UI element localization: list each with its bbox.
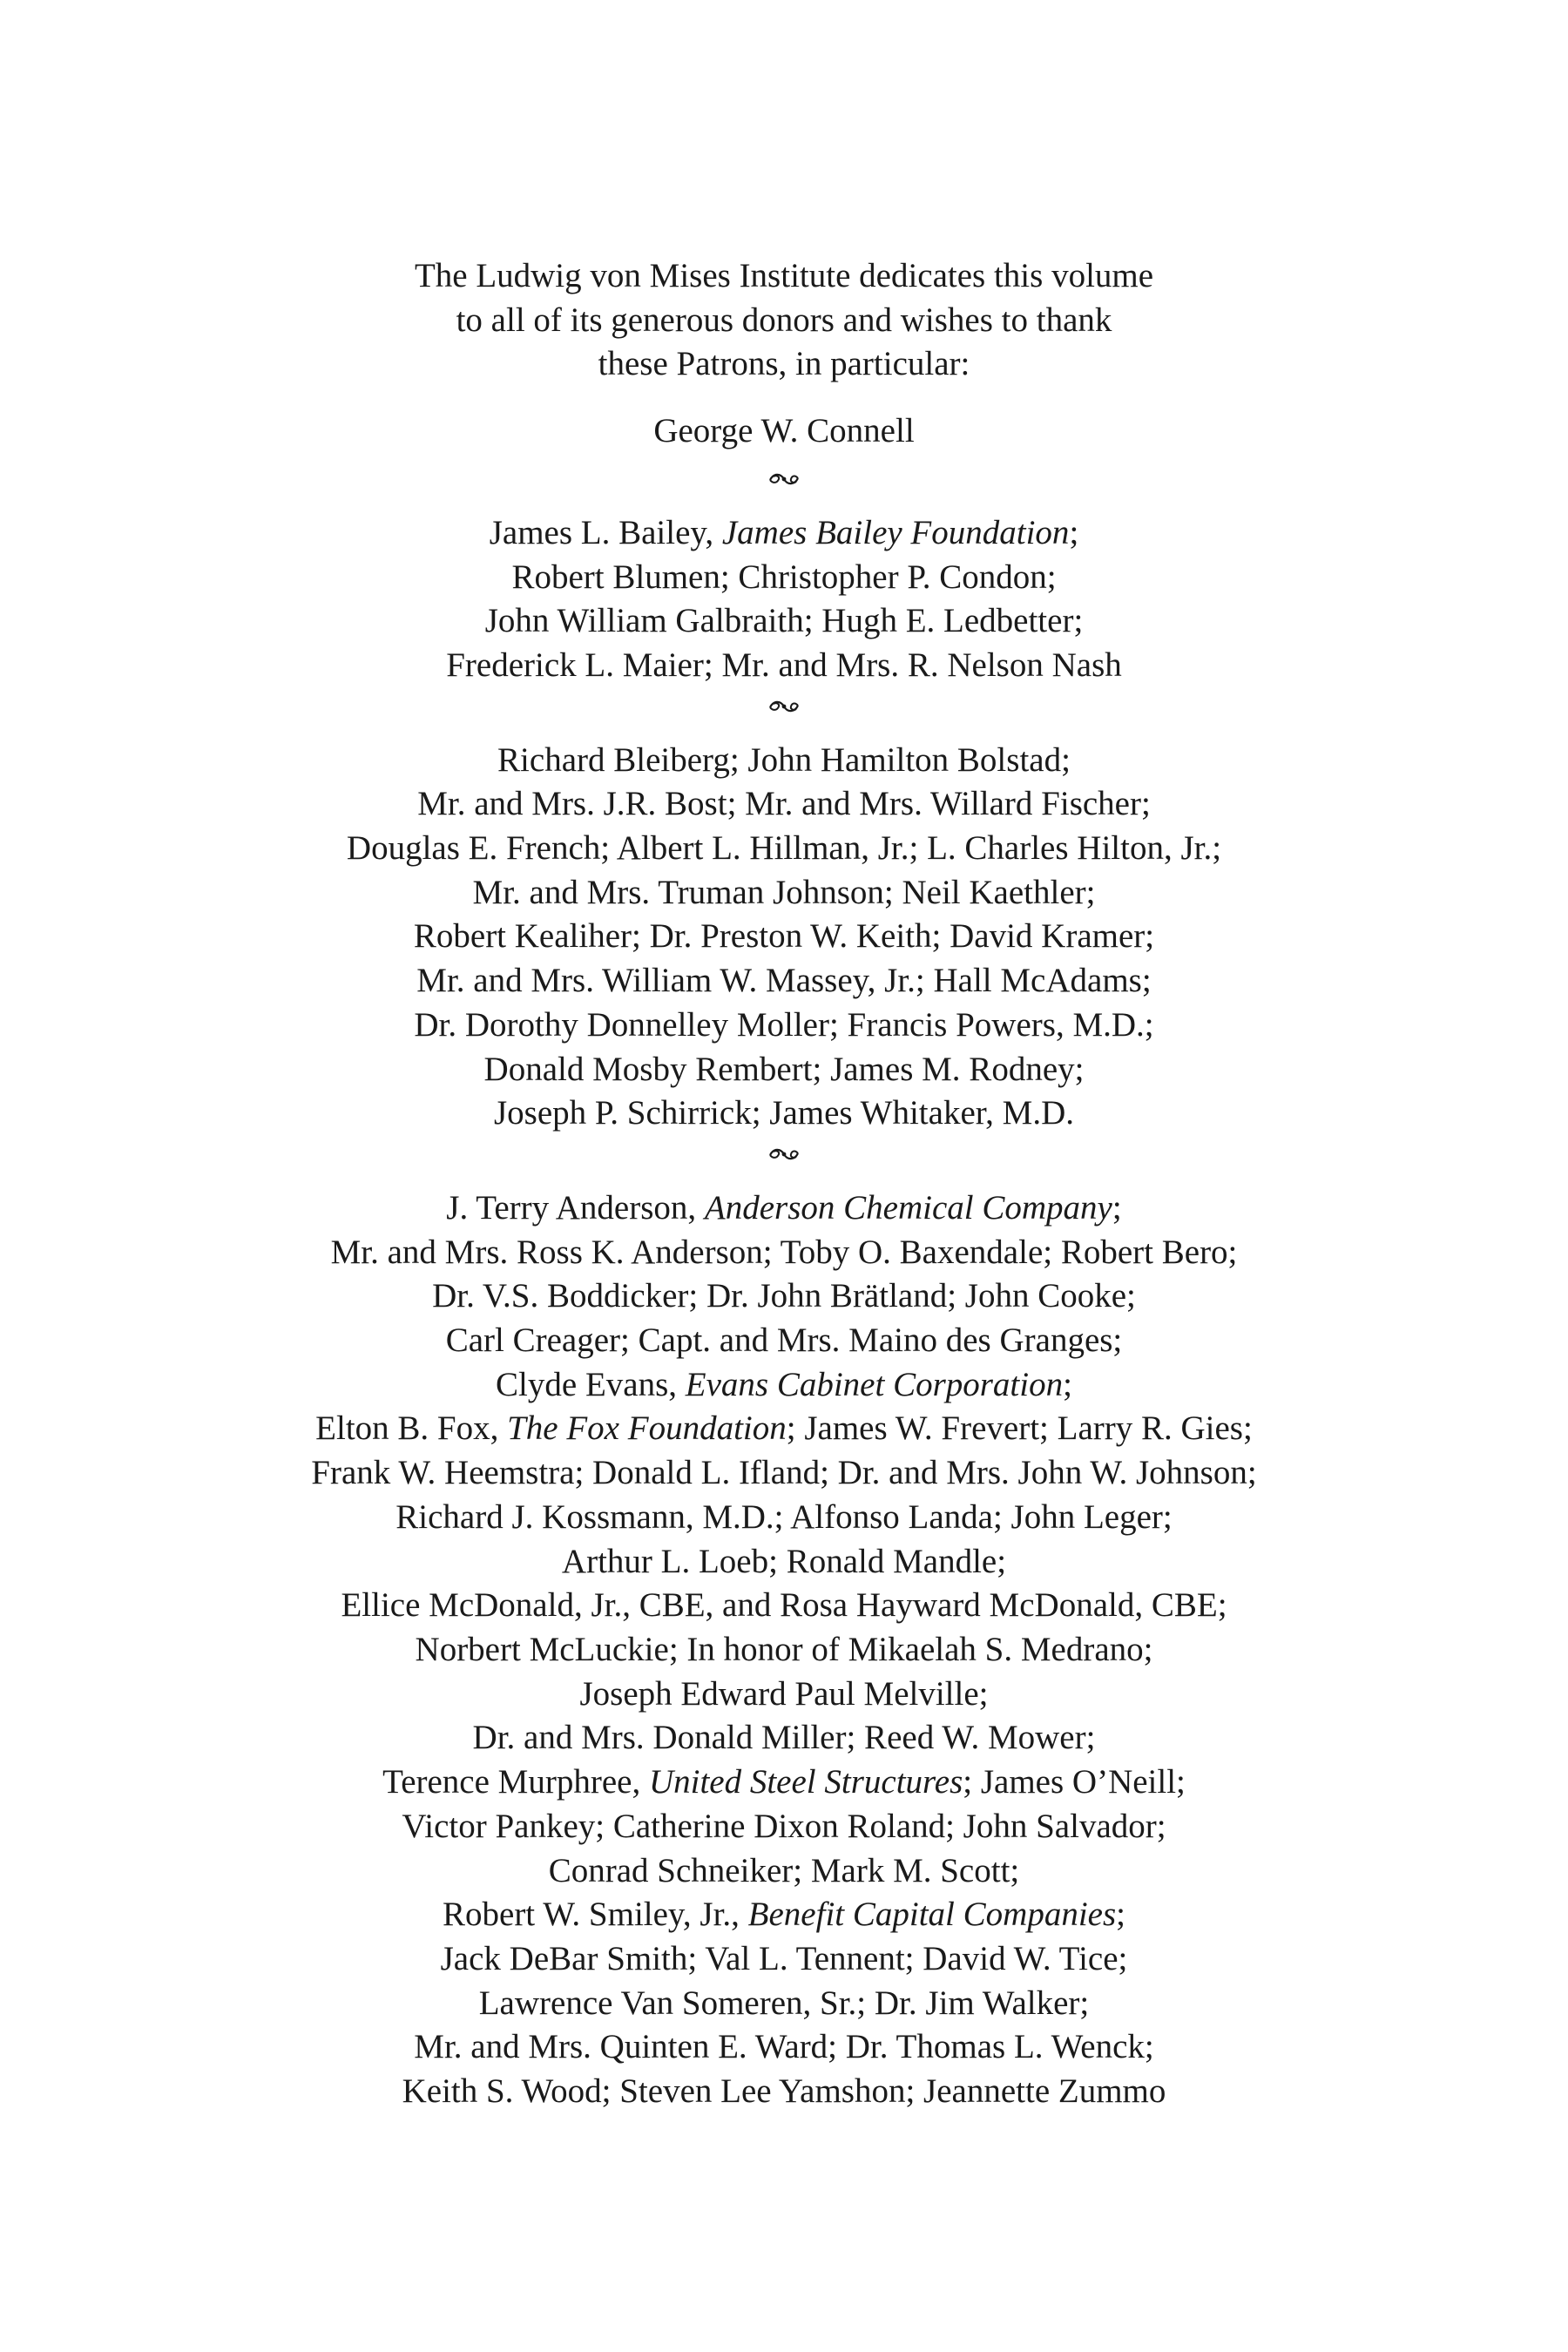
patron-text: Dr. Dorothy Donnelley Moller; Francis Powers, M.D.; bbox=[414, 1005, 1154, 1044]
patron-line bbox=[0, 1937, 1568, 1982]
patron-text: Keith S. Wood; Steven Lee Yamshon; Jeannette Zummo bbox=[402, 2072, 1166, 2111]
patron-line bbox=[0, 1716, 1568, 1761]
patron-line bbox=[0, 1584, 1568, 1628]
patron-text: Dr. and Mrs. Donald Miller; Reed W. Mower; bbox=[472, 1719, 1096, 1757]
patron-line bbox=[0, 1048, 1568, 1092]
patron-line bbox=[0, 1407, 1568, 1451]
patron-line bbox=[0, 1496, 1568, 1540]
patron-line bbox=[0, 1319, 1568, 1363]
patron-line bbox=[0, 644, 1568, 688]
patron-line bbox=[0, 1805, 1568, 1849]
patron-text: James L. Bailey, bbox=[489, 513, 722, 551]
patron-line bbox=[0, 2070, 1568, 2114]
organization-name: The Fox Foundation bbox=[507, 1409, 787, 1448]
featured-patron-name: George W. Connell bbox=[653, 412, 915, 450]
organization-name: Benefit Capital Companies bbox=[747, 1896, 1117, 1934]
patron-text: Mr. and Mrs. William W. Massey, Jr.; Hall McAdams; bbox=[416, 962, 1152, 1000]
organization-name: United Steel Structures bbox=[648, 1763, 963, 1801]
patron-text: Mr. and Mrs. Ross K. Anderson; Toby O. Baxendale; Robert Bero; bbox=[330, 1233, 1238, 1271]
patron-line bbox=[0, 1186, 1568, 1231]
patron-text: Robert Kealiher; Dr. Preston W. Keith; David Kramer; bbox=[413, 917, 1155, 956]
patron-line bbox=[0, 2025, 1568, 2070]
patron-text: Elton B. Fox, bbox=[315, 1409, 508, 1448]
patron-line bbox=[0, 1628, 1568, 1673]
patron-group-2 bbox=[0, 739, 1568, 1136]
patron-line bbox=[0, 599, 1568, 644]
patron-text: Douglas E. French; Albert L. Hillman, Jr.; L. Charles Hilton, Jr.; bbox=[346, 829, 1222, 868]
organization-name: Evans Cabinet Corporation bbox=[685, 1365, 1064, 1403]
patron-line bbox=[0, 782, 1568, 827]
patron-line bbox=[0, 871, 1568, 916]
patron-text: John William Galbraith; Hugh E. Ledbetter; bbox=[484, 602, 1084, 640]
dedication-paragraph bbox=[0, 254, 1568, 387]
patron-text: Robert W. Smiley, Jr., bbox=[443, 1896, 748, 1934]
patron-text: Joseph P. Schirrick; James Whitaker, M.D. bbox=[493, 1094, 1075, 1132]
fleuron-icon bbox=[0, 466, 1568, 503]
patron-line bbox=[0, 915, 1568, 959]
patron-text: Lawrence Van Someren, Sr.; Dr. Jim Walker; bbox=[478, 1984, 1090, 2022]
patron-text: Frank W. Heemstra; Donald L. Ifland; Dr. and Mrs. John W. Johnson; bbox=[311, 1454, 1257, 1492]
patron-text: Joseph Edward Paul Melville; bbox=[579, 1674, 989, 1713]
patron-line bbox=[0, 1982, 1568, 2026]
dedication-line: The Ludwig von Mises Institute dedicates this volume bbox=[414, 257, 1154, 294]
patron-text: Victor Pankey; Catherine Dixon Roland; John Salvador; bbox=[402, 1807, 1166, 1845]
patron-text: ; bbox=[1112, 1188, 1122, 1227]
dedication-line: these Patrons, in particular: bbox=[598, 345, 970, 383]
patron-text: Norbert McLuckie; In honor of Mikaelah S. Medrano; bbox=[415, 1630, 1153, 1668]
patron-line bbox=[0, 739, 1568, 783]
patron-text: Carl Creager; Capt. and Mrs. Maino des Granges; bbox=[445, 1321, 1123, 1360]
patron-line bbox=[0, 827, 1568, 871]
patron-line bbox=[0, 1092, 1568, 1136]
patron-line bbox=[0, 1231, 1568, 1275]
patron-text: Richard Bleiberg; John Hamilton Bolstad; bbox=[497, 740, 1071, 779]
patron-text: Jack DeBar Smith; Val L. Tennent; David W. Tice; bbox=[440, 1939, 1128, 1977]
fleuron-icon bbox=[0, 1141, 1568, 1178]
dedication-line: to all of its generous donors and wishes to thank bbox=[456, 301, 1112, 339]
organization-name: James Bailey Foundation bbox=[721, 513, 1070, 551]
patron-text: Richard J. Kossmann, M.D.; Alfonso Landa; John Leger; bbox=[395, 1497, 1173, 1536]
patrons-section bbox=[0, 254, 1568, 2114]
patron-group-3 bbox=[0, 1186, 1568, 2114]
featured-patron bbox=[0, 409, 1568, 454]
patron-line bbox=[0, 511, 1568, 556]
patron-line bbox=[0, 1004, 1568, 1048]
patron-text: Clyde Evans, bbox=[496, 1365, 686, 1403]
patron-text: Robert Blumen; Christopher P. Condon; bbox=[511, 558, 1057, 596]
fleuron-icon bbox=[0, 693, 1568, 730]
patron-text: Ellice McDonald, Jr., CBE, and Rosa Hayward McDonald, CBE; bbox=[341, 1586, 1227, 1625]
patron-text: Terence Murphree, bbox=[382, 1763, 649, 1801]
patron-line bbox=[0, 1451, 1568, 1496]
patron-text: Frederick L. Maier; Mr. and Mrs. R. Nelson Nash bbox=[446, 645, 1122, 684]
patron-group-1 bbox=[0, 511, 1568, 688]
patron-text: Conrad Schneiker; Mark M. Scott; bbox=[548, 1851, 1020, 1889]
patron-line bbox=[0, 1849, 1568, 1894]
patron-line bbox=[0, 1363, 1568, 1408]
patron-line bbox=[0, 1540, 1568, 1585]
patron-text: Dr. V.S. Boddicker; Dr. John Brätland; John Cooke; bbox=[432, 1277, 1136, 1315]
patron-text: Mr. and Mrs. Truman Johnson; Neil Kaethler; bbox=[472, 873, 1096, 911]
patron-text: ; bbox=[1116, 1896, 1125, 1934]
patron-line bbox=[0, 556, 1568, 600]
organization-name: Anderson Chemical Company bbox=[704, 1188, 1112, 1227]
patron-text: Arthur L. Loeb; Ronald Mandle; bbox=[561, 1542, 1007, 1580]
patron-text: ; James O’Neill; bbox=[963, 1763, 1186, 1801]
patron-text: Donald Mosby Rembert; James M. Rodney; bbox=[483, 1050, 1085, 1088]
patron-text: ; James W. Frevert; Larry R. Gies; bbox=[786, 1409, 1253, 1448]
patron-line bbox=[0, 1673, 1568, 1717]
patron-text: Mr. and Mrs. J.R. Bost; Mr. and Mrs. Willard Fischer; bbox=[417, 785, 1151, 823]
patron-text: J. Terry Anderson, bbox=[446, 1188, 705, 1227]
patron-text: Mr. and Mrs. Quinten E. Ward; Dr. Thomas L. Wenck; bbox=[414, 2028, 1154, 2066]
patron-line bbox=[0, 1893, 1568, 1937]
patron-line bbox=[0, 1274, 1568, 1319]
patron-line bbox=[0, 959, 1568, 1004]
patron-text: ; bbox=[1063, 1365, 1072, 1403]
patron-text: ; bbox=[1069, 513, 1079, 551]
patron-line bbox=[0, 1761, 1568, 1805]
